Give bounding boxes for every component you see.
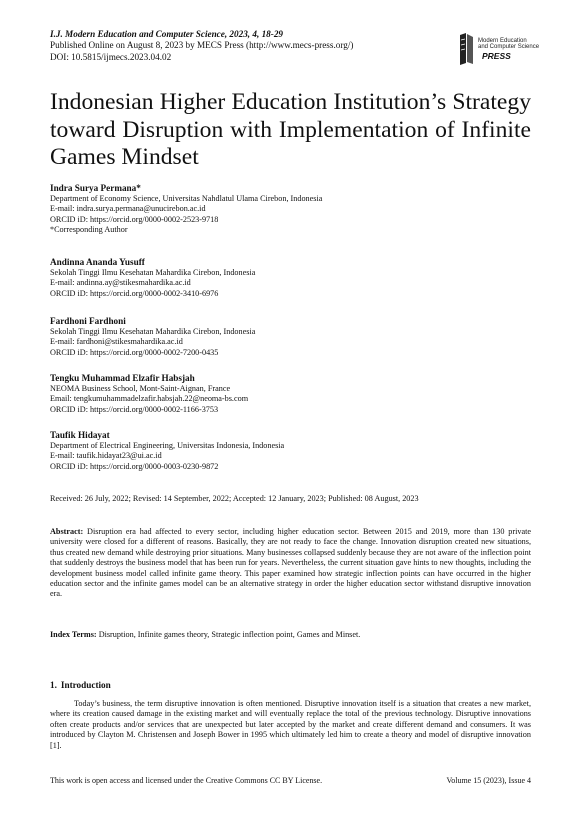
doi-line: DOI: 10.5815/ijmecs.2023.04.02 [50, 51, 172, 62]
journal-header [50, 29, 353, 63]
author-email[interactable]: E-mail: taufik.hidayat23@ui.ac.id [50, 451, 162, 461]
license-note: This work is open access and licensed under the Creative Commons CC BY License. [50, 776, 323, 785]
author-affiliation: Sekolah Tinggi Ilmu Kesehatan Mahardika Cirebon, Indonesia [50, 268, 256, 277]
author-email[interactable]: E-mail: indra.surya.permana@unucirebon.ac.id [50, 204, 206, 214]
author-name: Taufik Hidayat [50, 430, 110, 440]
author-orcid[interactable]: ORCID iD: https://orcid.org/0000-0002-7200-0435 [50, 347, 219, 357]
author-block-5 [50, 429, 531, 472]
page-footer [50, 776, 531, 785]
introduction-paragraph: Today’s business, the term disruptive innovation is often mentioned. Disruptive innovation itself is a situation that creates a new market, where its creation caused damage in the existing market and will eventually replace the total of the previous technology. Disruptive innovations often create products and/or services that are unexpected but later accepted by the market and create different demand and consumers. It was introduced by Clayton M. Christensen and Joseph Bower in 1995 which ultimately led him to create a theory and model of disruptive innovation [1]. [50, 699, 531, 750]
author-affiliation: Department of Electrical Engineering, Universitas Indonesia, Indonesia [50, 441, 285, 450]
author-name: Andinna Ananda Yusuff [50, 257, 145, 267]
corresponding-note: *Corresponding Author [50, 224, 128, 234]
author-email[interactable]: E-mail: fardhoni@stikesmahardika.ac.id [50, 337, 183, 347]
author-name: Tengku Muhammad Elzafir Habsjah [50, 373, 195, 383]
index-terms [50, 630, 360, 639]
author-block-1 [50, 182, 531, 235]
journal-citation: I.J. Modern Education and Computer Science, 2023, 4, 18-29 [50, 29, 284, 39]
paper-title: Indonesian Higher Education Institution’s Strategy toward Disruption with Implementation of Infinite Games Mindset [50, 89, 531, 170]
author-email[interactable]: Email: tengkumuhammadelzafir.habsjah.22@neoma-bs.com [50, 394, 249, 404]
abstract [50, 527, 531, 600]
logo-press: PRESS [482, 51, 511, 61]
logo-line1: Modern Education [478, 38, 527, 44]
mecs-press-logo [456, 31, 540, 67]
logo-line2: and Computer Science [478, 44, 540, 50]
author-orcid[interactable]: ORCID iD: https://orcid.org/0000-0002-3410-6976 [50, 288, 219, 298]
author-email[interactable]: E-mail: andinna.ay@stikesmahardika.ac.id [50, 278, 191, 288]
section-heading [50, 680, 115, 690]
author-orcid[interactable]: ORCID iD: https://orcid.org/0000-0002-1166-3753 [50, 404, 219, 414]
author-name: Fardhoni Fardhoni [50, 316, 126, 326]
author-block-2 [50, 256, 531, 299]
author-affiliation: Department of Economy Science, Universitas Nahdlatul Ulama Cirebon, Indonesia [50, 194, 323, 203]
author-block-4 [50, 372, 531, 415]
abstract-label: Abstract: [50, 527, 84, 536]
section-title: Introduction [60, 680, 111, 690]
author-affiliation: Sekolah Tinggi Ilmu Kesehatan Mahardika Cirebon, Indonesia [50, 327, 256, 336]
author-orcid[interactable]: ORCID iD: https://orcid.org/0000-0002-2523-9718 [50, 214, 219, 224]
publication-line: Published Online on August 8, 2023 by MECS Press (http://www.mecs-press.org/) [50, 40, 354, 51]
index-terms-label: Index Terms: [50, 630, 97, 639]
section-number: 1. [50, 680, 57, 690]
index-terms-text: Disruption, Infinite games theory, Strategic inflection point, Games and Minset. [98, 630, 361, 639]
author-block-3 [50, 315, 531, 358]
author-orcid[interactable]: ORCID iD: https://orcid.org/0000-0003-0230-9872 [50, 461, 219, 471]
abstract-text: Disruption era had affected to every sector, including higher education sector. Between 2015 and 2019, more than 130 private university were closed for a different of reasons. Basically, they are not ready to face the change. Innovation disruption created new situations, thus created new demand while destroying prior situations. Many businesses collapsed suddenly because they are not aware of the inflection point that suddenly destroys the business model that has been run for years. Nevertheless, the current situation gave hints to new thoughts, including the development business model called infinite game theory. This paper examined how strategic inflection points can have occurred in the higher education sector and the infinite games model can be an alternative strategy in order the higher education sector withstand disruptive innovation era. [50, 527, 531, 599]
volume-issue: Volume 15 (2023), Issue 4 [446, 776, 531, 785]
author-name: Indra Surya Permana* [50, 183, 141, 193]
author-affiliation: NEOMA Business School, Mont-Saint-Aignan, France [50, 384, 231, 393]
article-dates: Received: 26 July, 2022; Revised: 14 September, 2022; Accepted: 12 January, 2023; Published: 08 August, 2023 [50, 494, 419, 503]
